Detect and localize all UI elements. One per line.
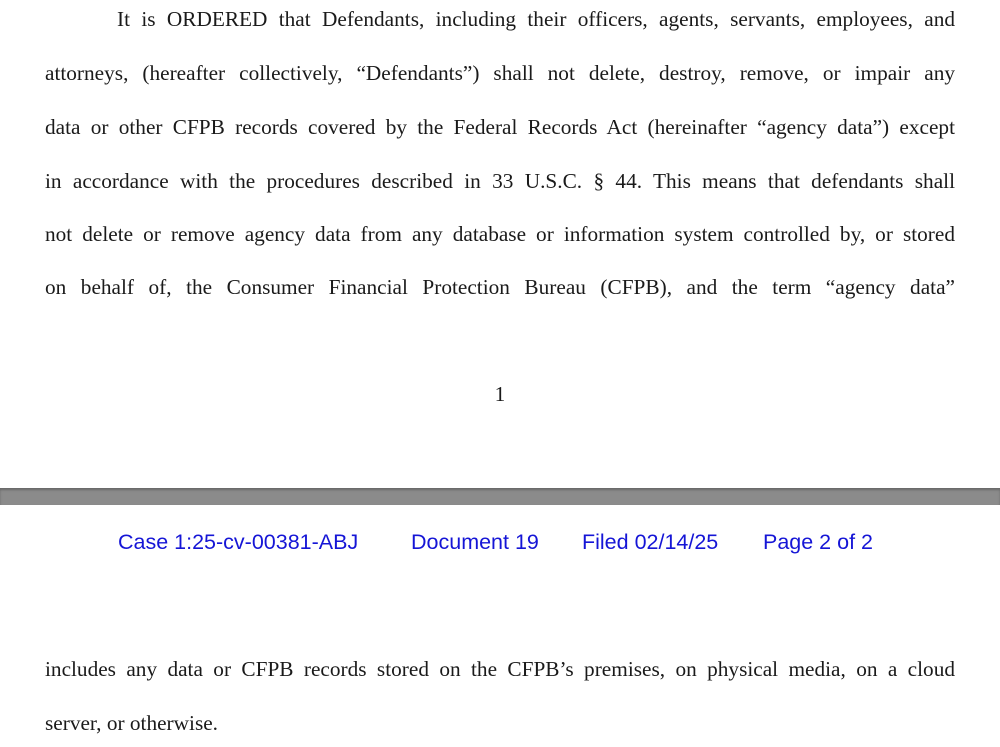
filed-date: Filed 02/14/25 — [582, 530, 719, 554]
order-text-line-1: It is ORDERED that Defendants, including their officers, agents, servants, employees, and — [117, 7, 955, 31]
order-text-line-8: server, or otherwise. — [45, 711, 219, 735]
page-count: Page 2 of 2 — [763, 530, 873, 554]
page-number: 1 — [494, 382, 506, 406]
order-text-line-4: in accordance with the procedures described in 33 U.S.C. § 44. This means that defendants shall — [45, 169, 955, 193]
order-text-line-2: attorneys, (hereafter collectively, “Defendants”) shall not delete, destroy, remove, or impair any — [45, 61, 955, 85]
document-number: Document 19 — [411, 530, 539, 554]
order-text-line-6: on behalf of, the Consumer Financial Protection Bureau (CFPB), and the term “agency data” — [45, 275, 955, 299]
page-separator — [0, 488, 1000, 505]
order-text-line-5: not delete or remove agency data from any database or information system controlled by, or stored — [45, 222, 955, 246]
case-number: Case 1:25-cv-00381-ABJ — [118, 530, 359, 554]
case-header — [0, 528, 1000, 556]
order-text-line-3: data or other CFPB records covered by the Federal Records Act (hereinafter “agency data”) except — [45, 115, 955, 139]
order-text-line-7: includes any data or CFPB records stored on the CFPB’s premises, on physical media, on a cloud — [45, 657, 955, 681]
